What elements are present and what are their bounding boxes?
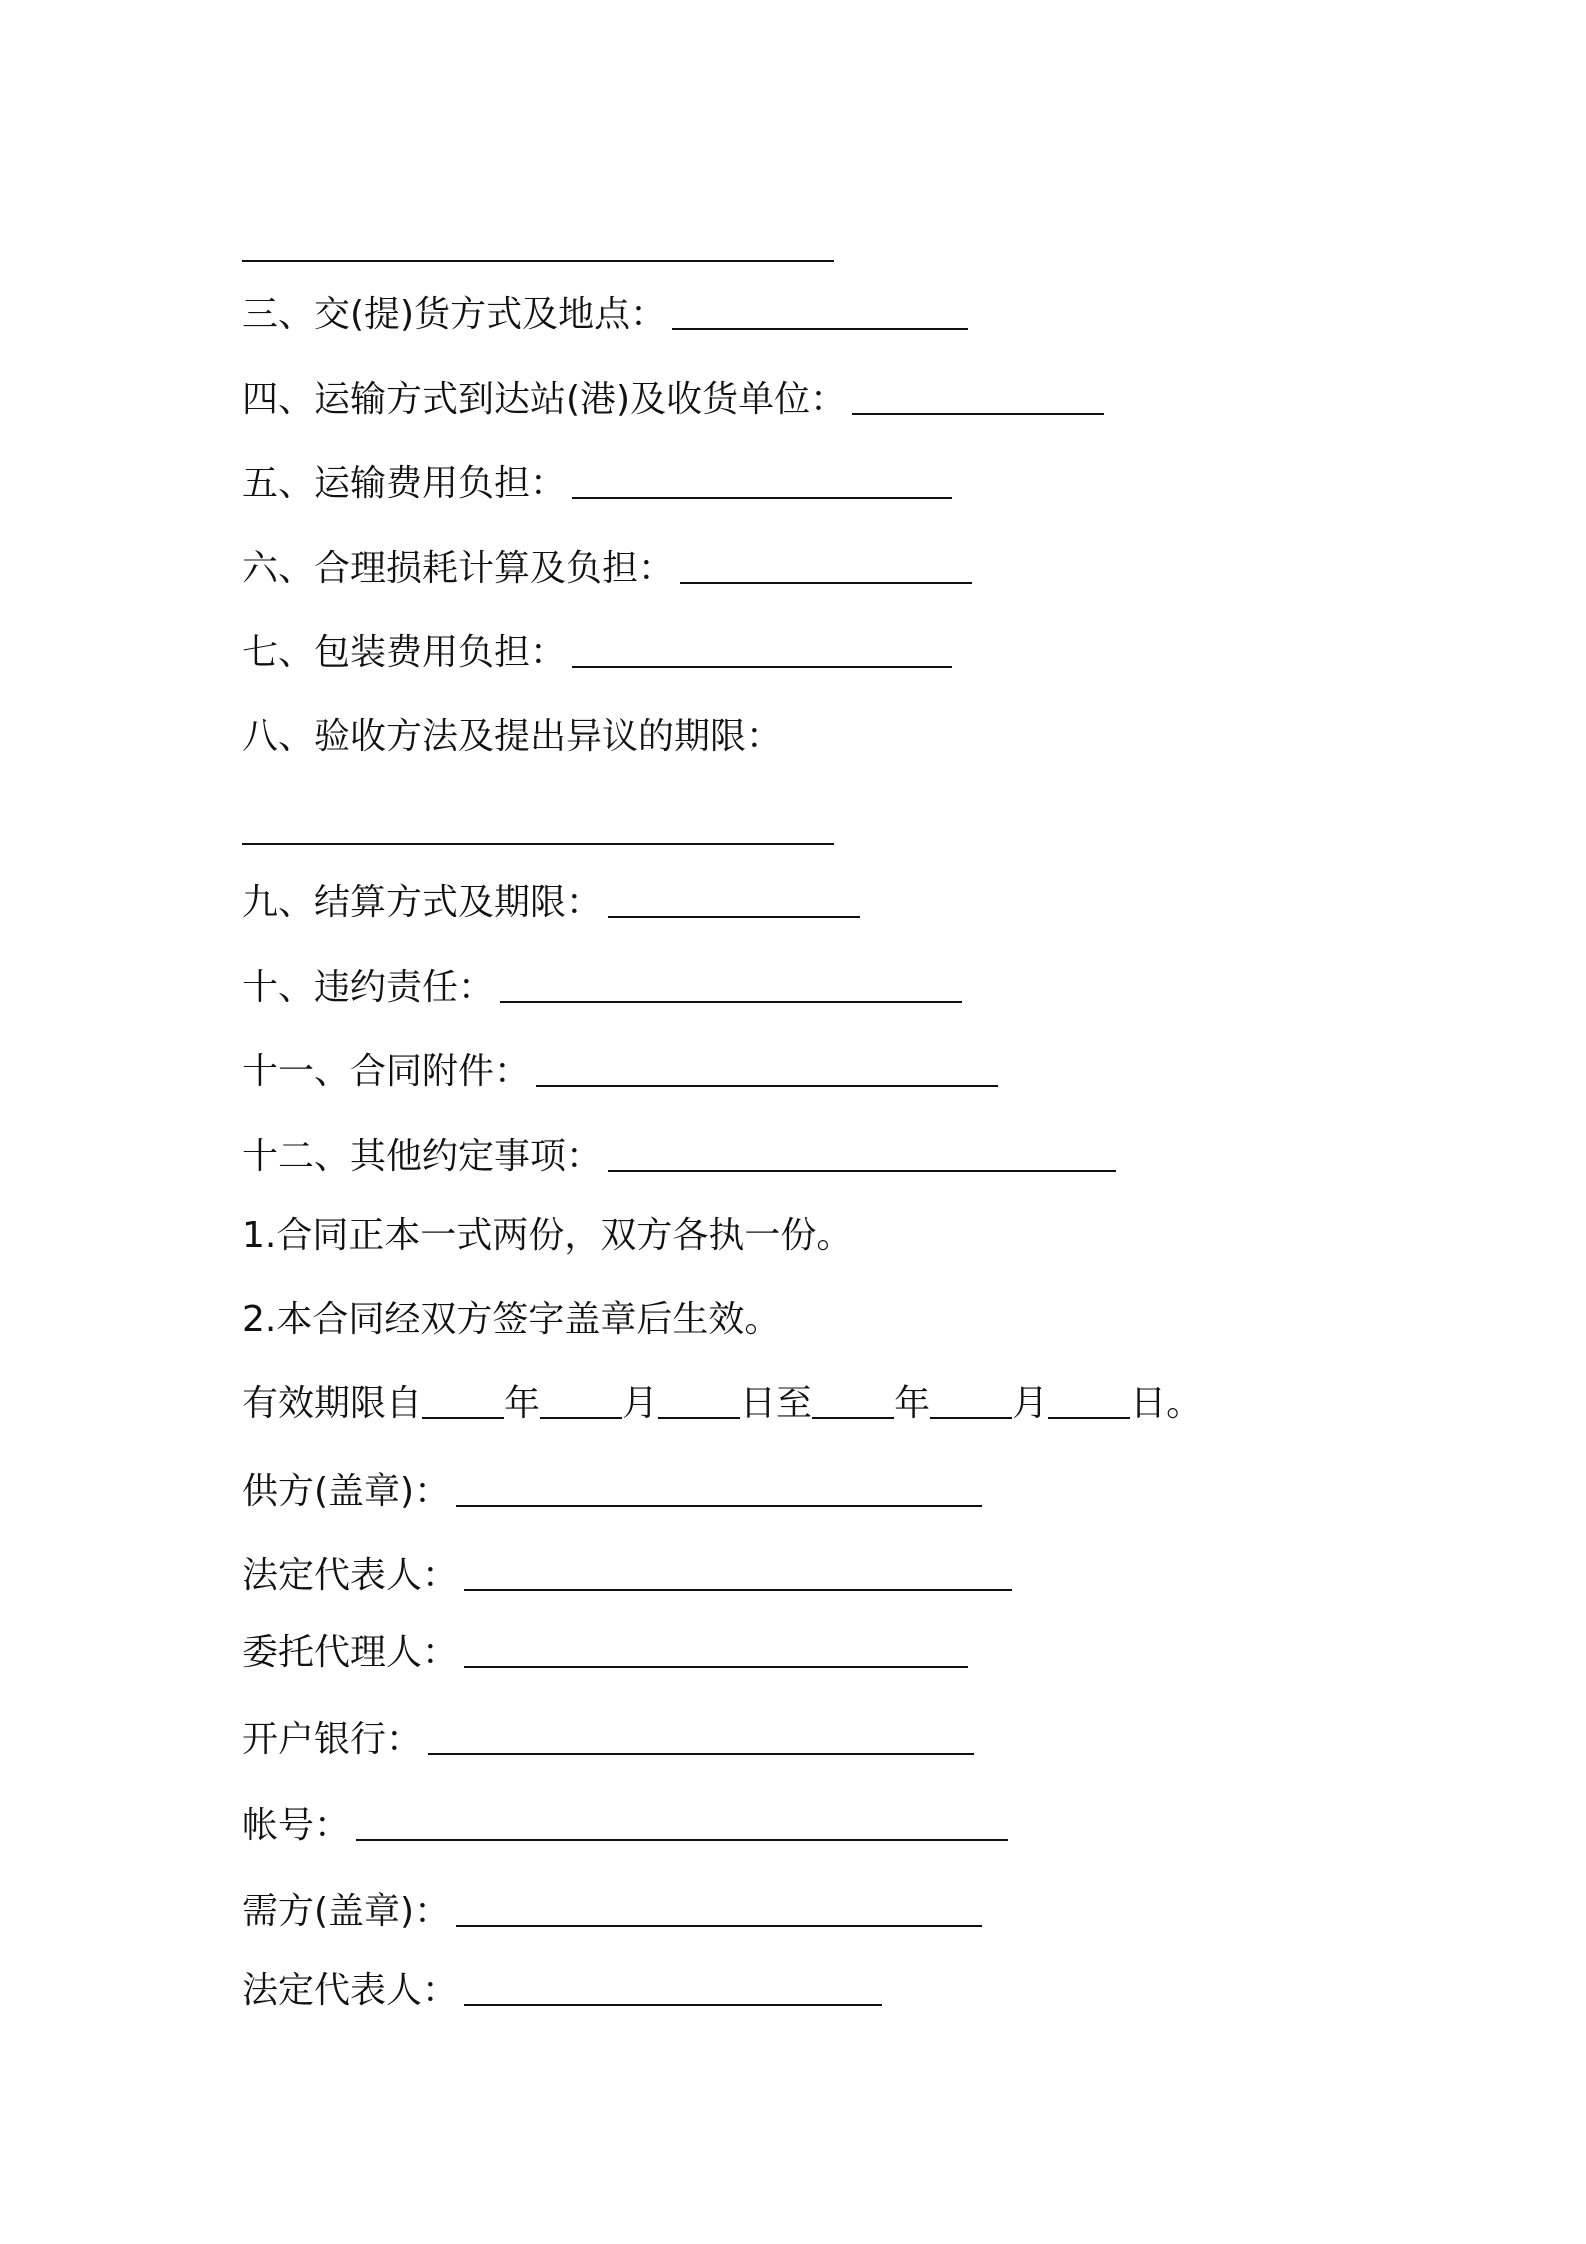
clause-label: 三、交(提)货方式及地点： [242, 294, 667, 335]
fill-in-blank[interactable] [608, 915, 860, 918]
fill-in-blank[interactable] [456, 1504, 982, 1507]
clause-10-liability [242, 963, 962, 1013]
clause-label: 四、运输方式到达站(港)及收货单位： [242, 379, 847, 420]
clause-label: 十、违约责任： [242, 967, 495, 1008]
year-label: 年 [894, 1383, 931, 1424]
fill-in-blank[interactable] [428, 1752, 974, 1755]
clause-9-settlement [242, 878, 860, 928]
clause-4-transport [242, 375, 1104, 425]
clause-label: 八、验收方法及提出异议的期限： [242, 716, 783, 757]
field-label: 开户银行： [242, 1719, 423, 1760]
clause-label: 七、包装费用负担： [242, 632, 567, 673]
day-to-label: 日至 [740, 1383, 813, 1424]
fill-in-blank[interactable] [572, 496, 952, 499]
note-text: 2.本合同经双方签字盖章后生效。 [242, 1299, 781, 1340]
continuation-line-top [242, 222, 834, 272]
fill-in-blank[interactable] [356, 1838, 1008, 1841]
note-text: 1.合同正本一式两份，双方各执一份。 [242, 1215, 853, 1256]
clause-label: 九、结算方式及期限： [242, 882, 603, 923]
supplier-account-line [242, 1801, 1008, 1851]
start-month-blank[interactable] [540, 1416, 622, 1419]
clause-6-loss-calculation [242, 544, 972, 594]
clause-7-packaging-cost [242, 628, 952, 678]
fill-in-blank[interactable] [572, 665, 952, 668]
month-label: 月 [1012, 1383, 1049, 1424]
fill-in-blank[interactable] [464, 2003, 882, 2006]
fill-in-blank[interactable] [242, 842, 834, 845]
clause-3-delivery-method [242, 290, 968, 340]
field-label: 需方(盖章)： [242, 1891, 451, 1932]
clause-label: 六、合理损耗计算及负担： [242, 548, 675, 589]
validity-period [242, 1379, 1202, 1429]
note-copies [242, 1211, 852, 1261]
field-label: 帐号： [242, 1805, 351, 1846]
field-label: 供方(盖章)： [242, 1471, 451, 1512]
end-year-blank[interactable] [812, 1416, 894, 1419]
continuation-line-mid [242, 805, 834, 855]
buyer-legal-rep-line [242, 1966, 882, 2016]
supplier-agent-line [242, 1628, 968, 1678]
buyer-seal-line [242, 1887, 982, 1937]
field-label: 法定代表人： [242, 1555, 459, 1596]
fill-in-blank[interactable] [500, 1000, 962, 1003]
supplier-bank-line [242, 1715, 974, 1765]
fill-in-blank[interactable] [680, 581, 972, 584]
clause-label: 十一、合同附件： [242, 1051, 531, 1092]
supplier-seal-line [242, 1467, 982, 1517]
start-year-blank[interactable] [422, 1416, 504, 1419]
fill-in-blank[interactable] [464, 1665, 968, 1668]
fill-in-blank[interactable] [456, 1924, 982, 1927]
field-label: 委托代理人： [242, 1632, 459, 1673]
end-month-blank[interactable] [930, 1416, 1012, 1419]
clause-12-other-terms [242, 1132, 1116, 1182]
supplier-legal-rep-line [242, 1551, 1012, 1601]
fill-in-blank[interactable] [464, 1588, 1012, 1591]
clause-11-attachments [242, 1047, 998, 1097]
note-effective [242, 1295, 780, 1345]
month-label: 月 [622, 1383, 659, 1424]
clause-label: 十二、其他约定事项： [242, 1136, 603, 1177]
fill-in-blank[interactable] [672, 327, 968, 330]
clause-label: 五、运输费用负担： [242, 463, 567, 504]
start-day-blank[interactable] [658, 1416, 740, 1419]
day-end-label: 日。 [1130, 1383, 1203, 1424]
fill-in-blank[interactable] [536, 1084, 998, 1087]
clause-5-transport-cost [242, 459, 952, 509]
fill-in-blank[interactable] [852, 412, 1104, 415]
validity-prefix: 有效期限自 [242, 1383, 423, 1424]
clause-8-acceptance [242, 712, 782, 762]
fill-in-blank[interactable] [242, 259, 834, 262]
fill-in-blank[interactable] [608, 1169, 1116, 1172]
year-label: 年 [504, 1383, 541, 1424]
end-day-blank[interactable] [1048, 1416, 1130, 1419]
field-label: 法定代表人： [242, 1970, 459, 2011]
